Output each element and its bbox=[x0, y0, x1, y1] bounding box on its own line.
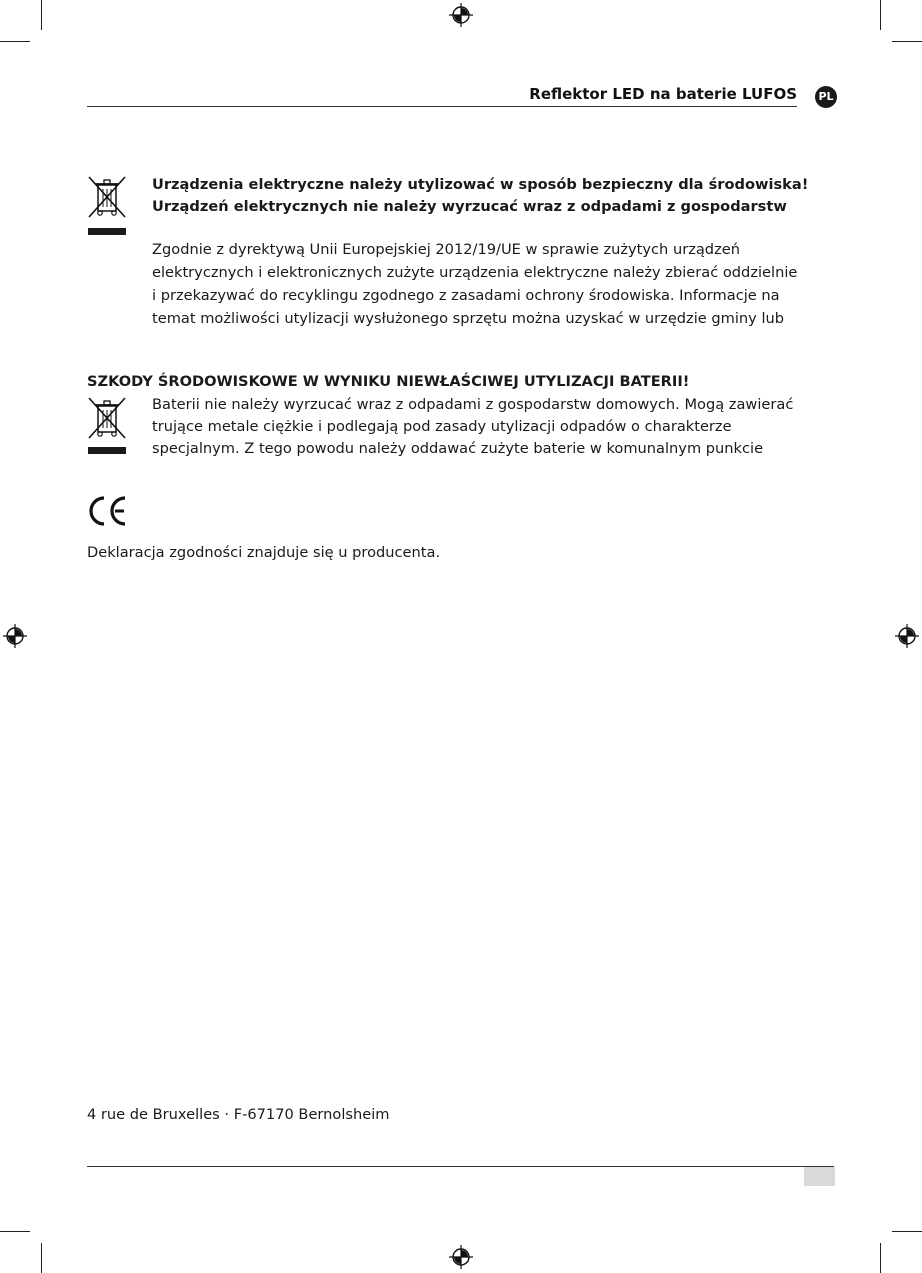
language-badge: PL bbox=[815, 86, 837, 108]
crop-mark-bottom-left bbox=[41, 1243, 42, 1273]
manufacturer-address: 4 rue de Bruxelles · F-67170 Bernolsheim bbox=[87, 1106, 390, 1123]
crop-mark-top-left bbox=[41, 0, 42, 30]
ce-mark-icon bbox=[86, 495, 128, 527]
battery-body-line: Baterii nie należy wyrzucać wraz z odpadami z gospodarstw domowych. Mogą zawierać bbox=[152, 396, 794, 413]
crop-mark-top-right-h bbox=[892, 41, 922, 42]
crop-mark-bottom-left-h bbox=[0, 1231, 30, 1232]
registration-mark-icon bbox=[449, 1245, 473, 1269]
weee-body-line: Zgodnie z dyrektywą Unii Europejskiej 2012/19/UE w sprawie zużytych urządzeń bbox=[152, 241, 740, 258]
header-divider bbox=[87, 106, 797, 107]
crop-mark-bottom-right bbox=[880, 1243, 881, 1273]
battery-body-line: specjalnym. Z tego powodu należy oddawać zużyte baterie w komunalnym punkcie bbox=[152, 440, 764, 457]
weee-body-line: elektrycznych i elektronicznych zużyte urządzenia elektryczne należy zbierać oddzielnie bbox=[152, 264, 798, 281]
page-number-box bbox=[804, 1167, 835, 1186]
document-title: Reflektor LED na baterie LUFOS bbox=[529, 85, 797, 103]
bin-underline-bar bbox=[88, 447, 126, 454]
weee-body-line: temat możliwości utylizacji wysłużonego sprzętu można uzyskać w urzędzie gminy lub bbox=[152, 310, 785, 327]
footer-divider bbox=[87, 1166, 834, 1167]
registration-mark-icon bbox=[895, 624, 919, 648]
weee-warning-line-2: Urządzeń elektrycznych nie należy wyrzucać wraz z odpadami z gospodarstw bbox=[152, 198, 787, 215]
registration-mark-icon bbox=[3, 624, 27, 648]
crop-mark-bottom-right-h bbox=[892, 1231, 922, 1232]
ce-declaration: Deklaracja zgodności znajduje się u producenta. bbox=[87, 544, 441, 561]
weee-warning-line-1: Urządzenia elektryczne należy utylizować w sposób bezpieczny dla środowiska! bbox=[152, 176, 809, 193]
weee-body-line: i przekazywać do recyklingu zgodnego z zasadami ochrony środowiska. Informacje na bbox=[152, 287, 780, 304]
crossed-out-bin-icon bbox=[86, 396, 128, 440]
battery-body-line: trujące metale ciężkie i podlegają pod zasady utylizacji odpadów o charakterze bbox=[152, 418, 732, 435]
battery-section-heading: SZKODY ŚRODOWISKOWE W WYNIKU NIEWŁAŚCIWEJ UTYLIZACJI BATERII! bbox=[87, 373, 690, 390]
crossed-out-bin-icon bbox=[86, 175, 128, 219]
crop-mark-top-left-h bbox=[0, 41, 30, 42]
crop-mark-top-right bbox=[880, 0, 881, 30]
registration-mark-icon bbox=[449, 3, 473, 27]
bin-underline-bar bbox=[88, 228, 126, 235]
